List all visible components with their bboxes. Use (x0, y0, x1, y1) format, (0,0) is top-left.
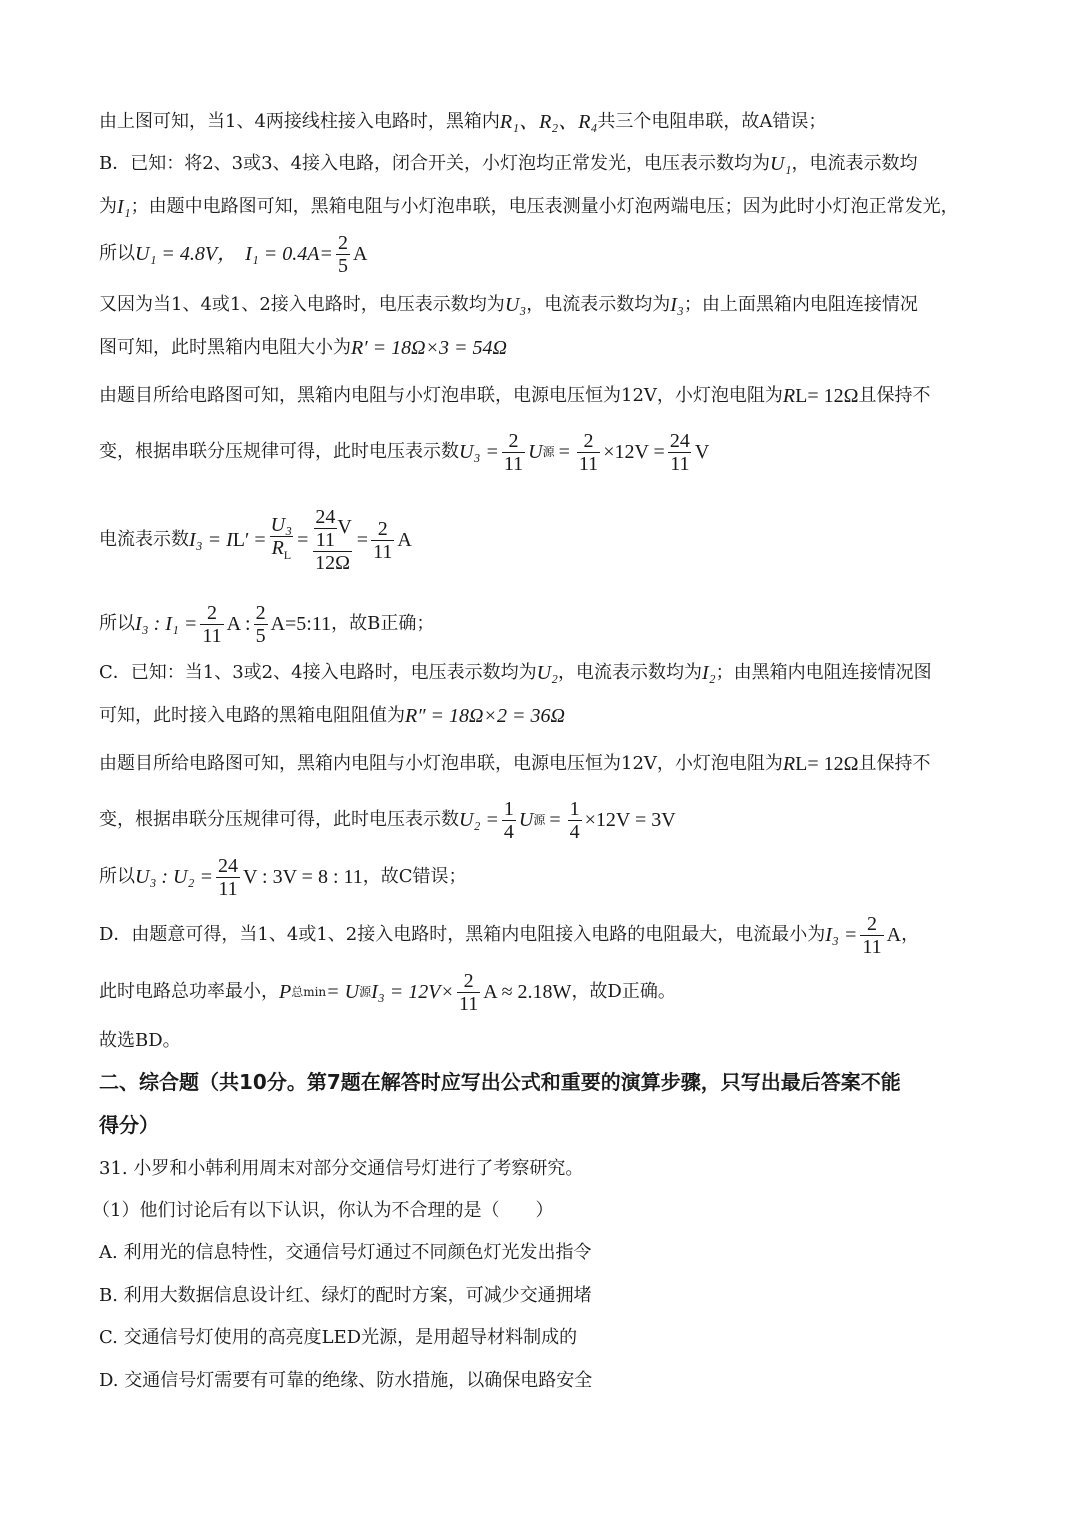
subscript: 总min (291, 985, 327, 999)
text: B. 利用大数据信息设计红、绿灯的配时方案，可减少交通拥堵 (99, 1285, 592, 1306)
heading-text: 二、综合题（共10分。第7题在解答时应写出公式和重要的演算步骤，只写出最后答案不能 (99, 1070, 901, 1094)
unit: A (397, 529, 412, 551)
math-equation: U₃ : U₂ = (135, 866, 213, 888)
math-symbol: R (782, 753, 796, 775)
text: ；由题中电路图可知，黑箱电阻与小灯泡串联，电压表测量小灯泡两端电压；因为此时小灯泡正常发光， (130, 196, 959, 217)
text-line (99, 195, 959, 219)
math-value: = 12Ω (807, 385, 859, 407)
math-equation: I₁ = 0.4A= (245, 243, 333, 265)
text: C. 交通信号灯使用的高亮度LED光源，是用超导材料制成的 (99, 1327, 578, 1348)
math-value: = 12Ω (807, 753, 859, 775)
text: A. 利用光的信息特性，交通信号灯通过不同颜色灯光发出指令 (99, 1242, 592, 1263)
math-equation: A : (226, 613, 251, 635)
text: 且保持不 (858, 385, 931, 406)
text-line (99, 853, 467, 901)
text-line (99, 752, 931, 776)
text: ；由黑箱内电阻连接情况图 (715, 662, 932, 683)
text-line (99, 152, 917, 176)
fraction: $\frac{2}{11}$ (373, 517, 393, 563)
fraction: $\frac{2}{11}$ (503, 429, 524, 475)
math-symbol: U (518, 809, 534, 831)
text-line (99, 600, 434, 648)
subscript: L (232, 529, 245, 551)
text: 变，根据串联分压规律可得，此时电压表示数 (99, 441, 459, 462)
subscript: 源 (542, 445, 555, 459)
option-b (99, 1284, 592, 1308)
math-equation: A=5:11 (270, 613, 332, 635)
text: 故选BD。 (99, 1030, 181, 1051)
math-symbol: U₃ (504, 294, 527, 316)
math-equation: U₃ = (459, 441, 499, 463)
text: 31. 小罗和小韩利用周末对部分交通信号灯进行了考察研究。 (99, 1158, 584, 1179)
math-equation: A ≈ 2.18W (483, 981, 572, 1003)
fraction: $\frac{2}{11}$ (202, 601, 222, 647)
math-operator: = (356, 529, 369, 551)
text: 图可知，此时黑箱内电阻大小为 (99, 337, 351, 358)
text: 由上图可知，当1、4两接线柱接入电路时，黑箱内 (99, 111, 500, 132)
heading-text: 得分） (99, 1113, 159, 1137)
math-equation: = U (326, 981, 360, 1003)
math-equation: I₃ = I (189, 529, 233, 551)
math-equation: I₃ = (825, 924, 858, 946)
math-symbol: P (279, 981, 292, 1003)
option-d (99, 1369, 592, 1393)
text-line (99, 968, 676, 1016)
fraction: $\frac{\text{U₃}}{R_L}$ (269, 514, 294, 566)
text: 电流表示数 (99, 529, 189, 550)
text: 由题目所给电路图可知，黑箱内电阻与小灯泡串联，电源电压恒为12V，小灯泡电阻为 (99, 385, 783, 406)
subscript: L (795, 753, 808, 775)
text: D．由题意可得，当1、4或1、2接入电路时，黑箱内电阻接入电路的电阻最大，电流最小为 (99, 924, 826, 945)
text-line (99, 110, 826, 134)
math-symbol: I₃ (670, 294, 684, 316)
text-line (99, 496, 412, 584)
text: 所以 (99, 613, 135, 634)
math-symbol: I₂ (702, 662, 716, 684)
text: B．已知：将2、3或3、4接入电路，闭合开关，小灯泡均正常发光，电压表示数均为 (99, 153, 771, 174)
text: 由题目所给电路图可知，黑箱内电阻与小灯泡串联，电源电压恒为12V，小灯泡电阻为 (99, 753, 783, 774)
fraction: $\frac{2}{11}$ (862, 912, 882, 958)
text: ，电流表示数均为 (558, 662, 702, 683)
text: ，电流表示数均 (791, 153, 918, 174)
unit: V (694, 441, 710, 463)
math-equation: ×12V = (603, 441, 665, 463)
subscript: 源 (359, 985, 372, 999)
text-line (99, 911, 919, 959)
text: 此时电路总功率最小， (99, 981, 279, 1002)
sub-question (92, 1199, 553, 1223)
text-line (99, 704, 565, 728)
text-line (99, 336, 507, 360)
math-symbol: U (528, 441, 543, 463)
text: ，故C错误； (362, 866, 467, 887)
text-line (99, 428, 709, 476)
unit: A (886, 924, 902, 946)
math-equation: V : 3V = 8 : 11 (242, 866, 363, 888)
text: 可知，此时接入电路的黑箱电阻阻值为 (99, 705, 405, 726)
math-equation: I₃ : I₁ = (135, 613, 198, 635)
subscript: 源 (533, 813, 546, 827)
text: 为 (99, 196, 117, 217)
fraction: $\frac{2}{5}$ (255, 601, 266, 647)
math-operator: = (558, 441, 570, 463)
subscript: L (795, 385, 808, 407)
fraction: $\frac{1}{4}$ (503, 797, 514, 843)
fraction: $\frac{24}{11}$ (217, 854, 238, 900)
text-line (99, 293, 918, 317)
math-equation: U₁ = 4.8V， (135, 243, 238, 265)
math-symbol: R (782, 385, 796, 407)
text: （1）他们讨论后有以下认识，你认为不合理的是（ ） (92, 1200, 554, 1221)
math-symbol: I₁ (117, 196, 131, 218)
text: 所以 (99, 866, 135, 887)
text-line (99, 796, 676, 844)
text-line (99, 230, 367, 278)
math-symbol: R₁、R₂、R₄ (499, 111, 598, 133)
math-symbol: U₁ (770, 153, 792, 175)
text: ，电流表示数均为 (526, 294, 671, 315)
compound-fraction: $\frac{24}{11}$ V 12Ω (315, 506, 352, 574)
fraction: $\frac{2}{11}$ (578, 429, 599, 475)
text-line (99, 384, 931, 408)
option-c (99, 1326, 577, 1350)
fraction: $\frac{24}{11}$ (669, 429, 690, 475)
text: ，故D正确。 (571, 981, 676, 1002)
text: 变，根据串联分压规律可得，此时电压表示数 (99, 809, 459, 830)
text: 共三个电阻串联，故A错误； (597, 111, 827, 132)
question-stem (99, 1157, 583, 1181)
text: C．已知：当1、3或2、4接入电路时，电压表示数均为 (99, 662, 537, 683)
text: ；由上面黑箱内电阻连接情况 (683, 294, 918, 315)
text: 所以 (99, 243, 135, 264)
math-equation: I₃ = 12V× (371, 981, 454, 1003)
math-operator: ′ = (245, 529, 266, 551)
math-equation: ×12V = 3V (584, 809, 676, 831)
text-line (99, 1029, 181, 1053)
math-equation: R″ = 18Ω×2 = 36Ω (405, 705, 565, 727)
section-heading (99, 1070, 901, 1094)
option-a (99, 1241, 591, 1265)
math-operator: = (297, 529, 309, 551)
math-equation: R′ = 18Ω×3 = 54Ω (351, 337, 508, 359)
unit: A (352, 243, 368, 265)
text: ，故B正确； (331, 613, 435, 634)
text: ， (901, 924, 920, 945)
math-equation: U₂ = (459, 809, 499, 831)
text: 又因为当1、4或1、2接入电路时，电压表示数均为 (99, 294, 505, 315)
fraction: $\frac{1}{4}$ (569, 797, 580, 843)
text: 且保持不 (858, 753, 931, 774)
section-heading-cont (99, 1113, 159, 1137)
text: D. 交通信号灯需要有可靠的绝缘、防水措施，以确保电路安全 (99, 1370, 593, 1391)
math-symbol: U₂ (536, 662, 558, 684)
fraction: $\frac{2}{11}$ (458, 969, 479, 1015)
text-line (99, 661, 932, 685)
math-operator: = (549, 809, 561, 831)
fraction: $\frac{2}{5}$ (337, 231, 348, 277)
